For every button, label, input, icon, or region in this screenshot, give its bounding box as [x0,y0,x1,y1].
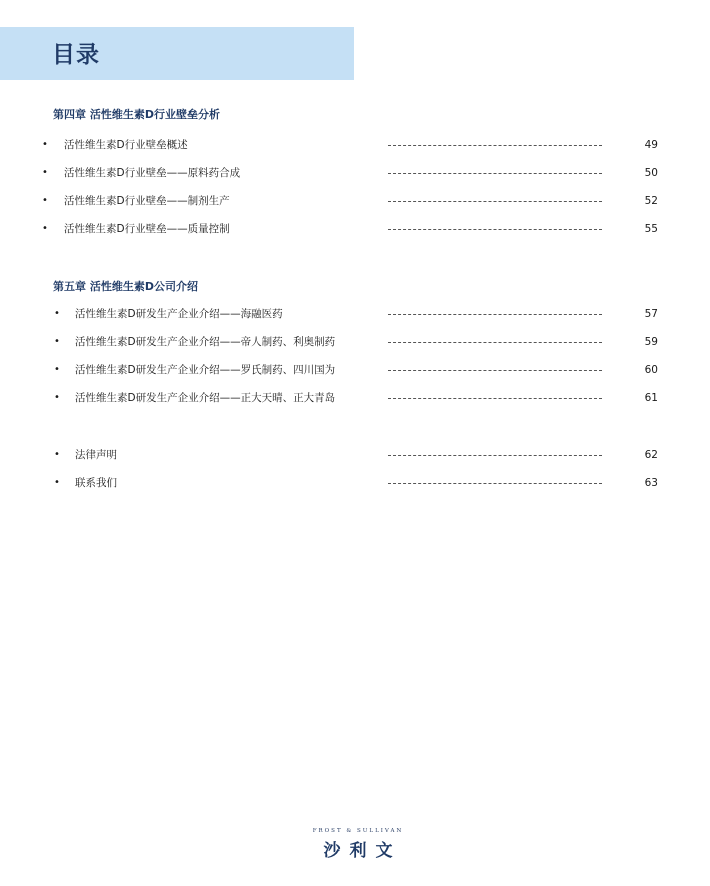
toc-entry-legal[interactable] [0,448,710,462]
toc-page-number: 59 [644,336,658,348]
leader-dots [388,229,602,230]
toc-entry-label: 活性维生素D研发生产企业介绍——罗氏制药、四川国为 [75,364,336,376]
leader-dots [388,398,602,399]
logo-chinese-wordmark: 沙利文 [323,841,402,861]
toc-entry-label: 活性维生素D行业壁垒——质量控制 [64,223,230,235]
toc-entry-label: 活性维生素D行业壁垒——原料药合成 [64,167,241,179]
toc-page-number: 57 [644,308,658,320]
bullet-icon: • [42,167,48,178]
chapter-heading-4: 第四章 活性维生素D行业壁垒分析 [53,108,220,121]
toc-entry[interactable] [0,194,710,208]
toc-entry-label: 活性维生素D行业壁垒——制剂生产 [64,195,230,207]
logo-english-wordmark: FROST & SULLIVAN [312,828,404,834]
toc-entry[interactable] [0,166,710,180]
toc-entry[interactable] [0,391,710,405]
toc-entry-label: 活性维生素D行业壁垒概述 [64,139,188,151]
bullet-icon: • [42,195,48,206]
toc-page-number: 55 [644,223,658,235]
toc-page-number: 63 [644,477,658,489]
bullet-icon: • [54,449,60,460]
toc-page-number: 60 [644,364,658,376]
bullet-icon: • [54,336,60,347]
toc-entry[interactable] [0,335,710,349]
toc-page-number: 61 [644,392,658,404]
toc-entry[interactable] [0,307,710,321]
toc-entry-label: 法律声明 [75,449,117,461]
leader-dots [388,145,602,146]
toc-page-number: 62 [644,449,658,461]
toc-page-number: 52 [644,195,658,207]
bullet-icon: • [54,364,60,375]
page-title: 目录 [52,42,100,68]
toc-entry[interactable] [0,222,710,236]
toc-entry-label: 联系我们 [75,477,117,489]
bullet-icon: • [54,477,60,488]
leader-dots [388,483,602,484]
leader-dots [388,173,602,174]
leader-dots [388,201,602,202]
toc-entry-label: 活性维生素D研发生产企业介绍——正大天晴、正大青岛 [75,392,336,404]
leader-dots [388,370,602,371]
bullet-icon: • [54,392,60,403]
leader-dots [388,342,602,343]
bullet-icon: • [42,139,48,150]
toc-entry[interactable] [0,138,710,152]
chapter-heading-5: 第五章 活性维生素D公司介绍 [53,280,198,293]
toc-entry-label: 活性维生素D研发生产企业介绍——海融医药 [75,308,283,320]
bullet-icon: • [54,308,60,319]
toc-entry-contact[interactable] [0,476,710,490]
bullet-icon: • [42,223,48,234]
toc-entry-label: 活性维生素D研发生产企业介绍——帝人制药、利奥制药 [75,336,336,348]
toc-page-number: 49 [644,139,658,151]
leader-dots [388,455,602,456]
leader-dots [388,314,602,315]
toc-page-number: 50 [644,167,658,179]
toc-entry[interactable] [0,363,710,377]
frost-sullivan-logo [310,828,406,861]
